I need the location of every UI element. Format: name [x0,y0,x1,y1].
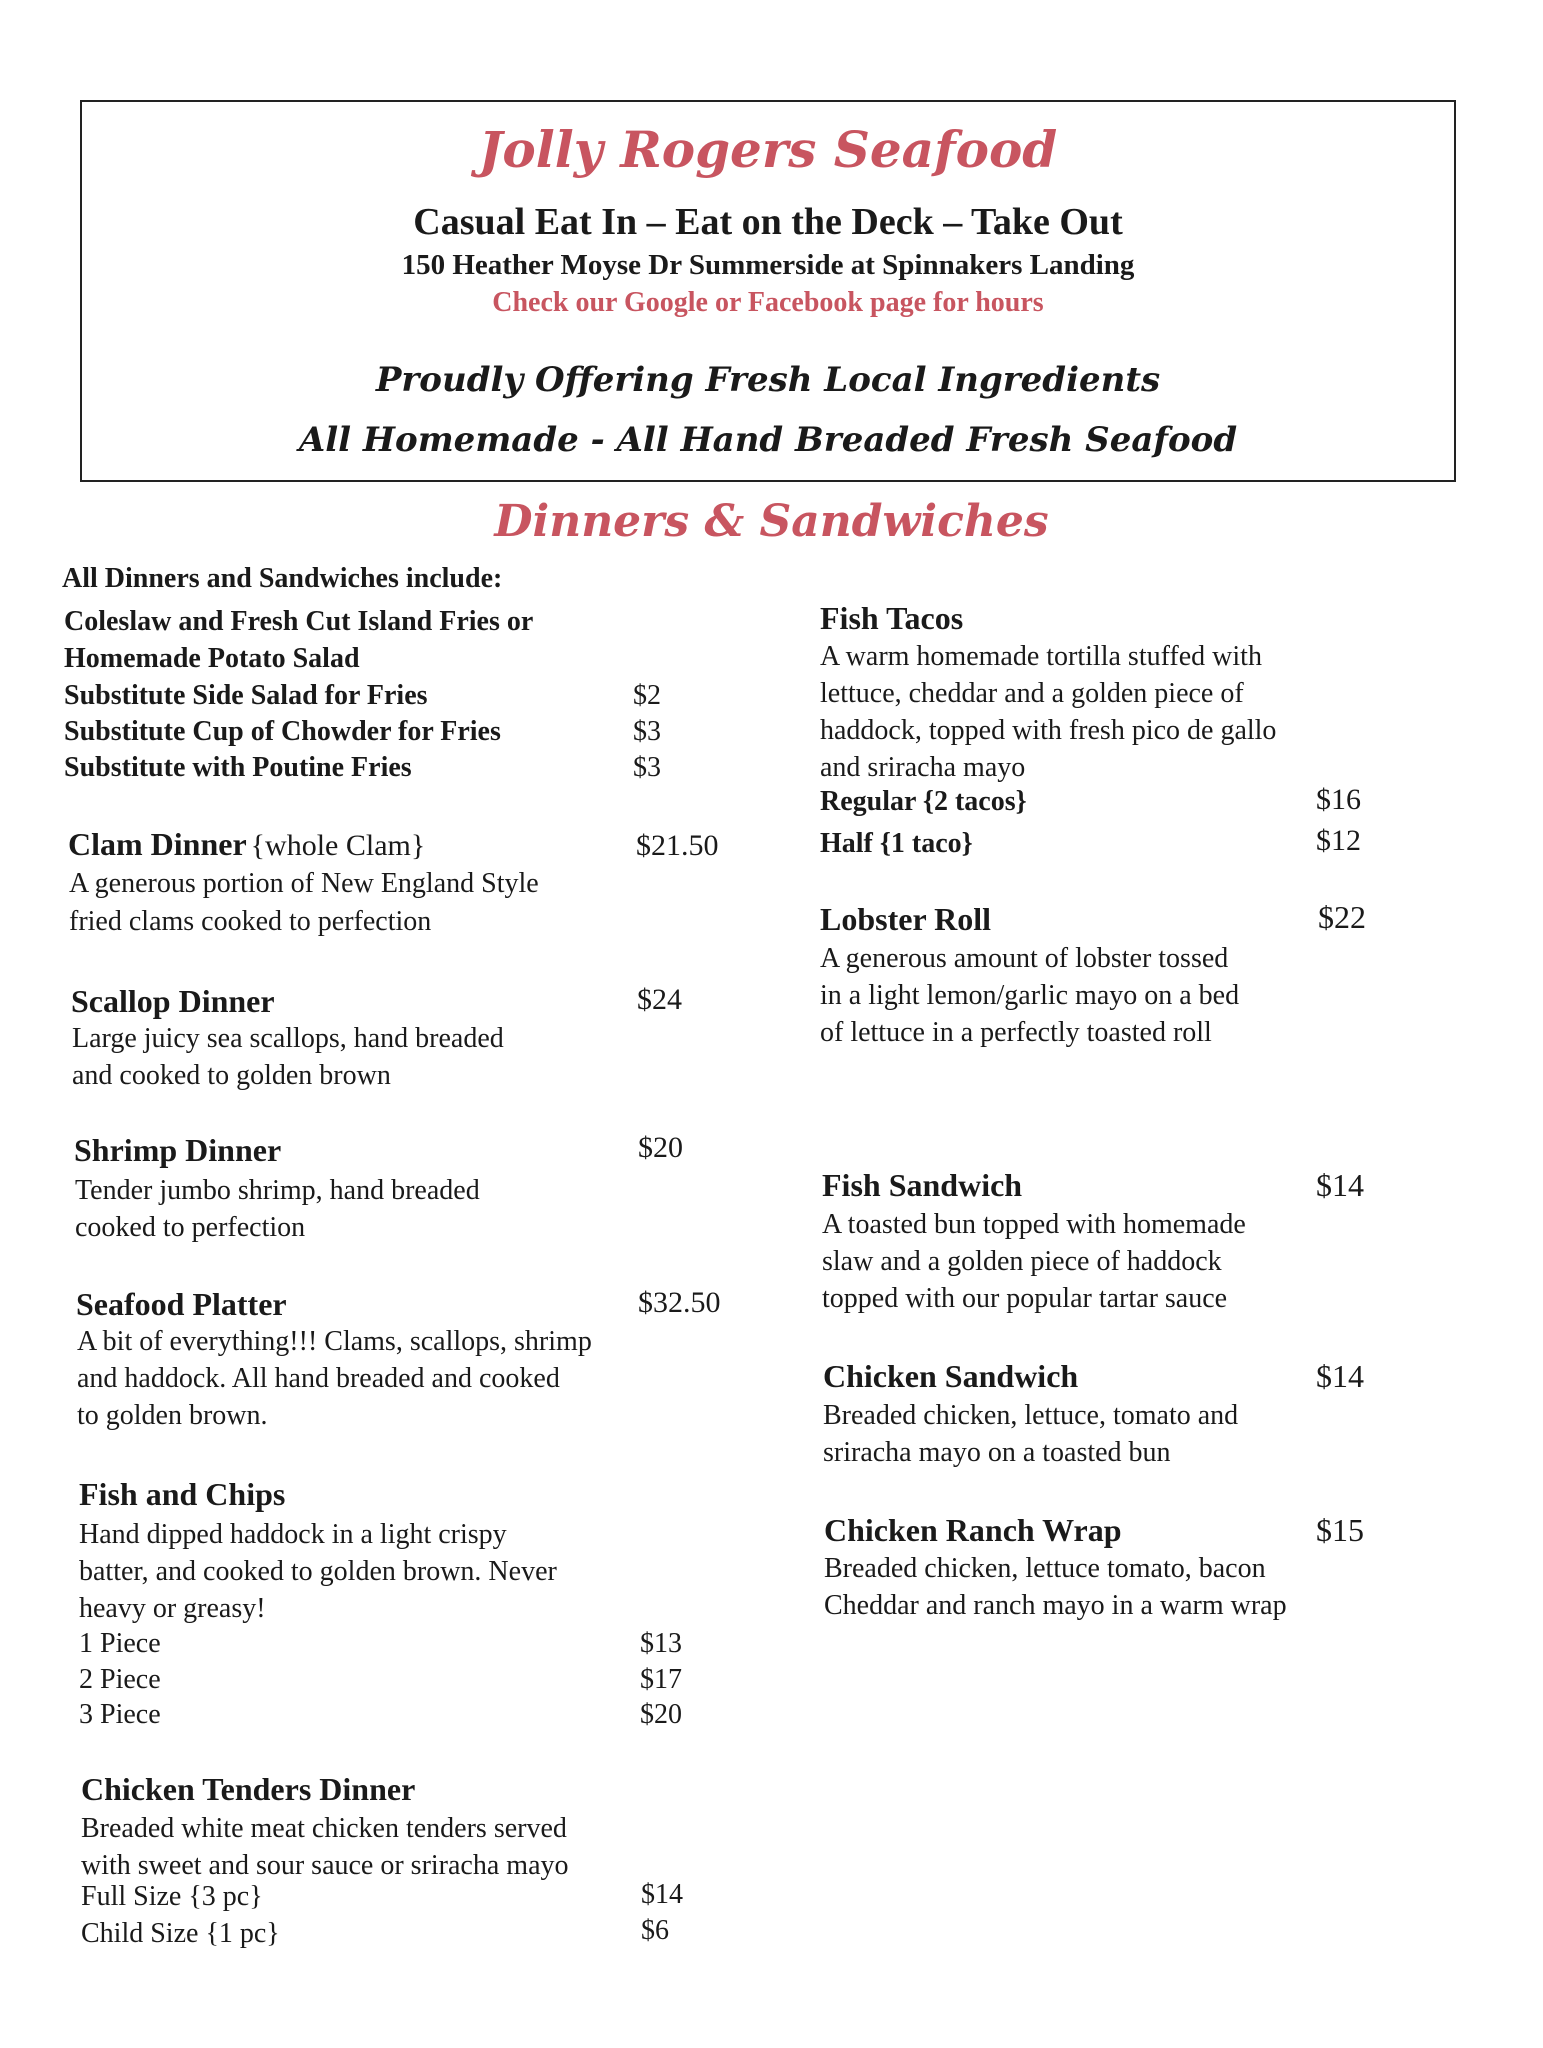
option-label: Full Size {3 pc} [81,1881,263,1912]
description-line: lettuce, cheddar and a golden piece of [820,678,1244,709]
item-description [820,940,1239,1051]
description-line: batter, and cooked to golden brown. Never [79,1556,557,1587]
option-price: $12 [1316,824,1361,857]
substitute-label: Substitute Cup of Chowder for Fries [64,716,501,747]
item-name: Chicken Sandwich [823,1358,1079,1394]
description-line: and cooked to golden brown [72,1060,391,1091]
description-line: sriracha mayo on a toasted bun [823,1437,1171,1468]
item-price: $14 [1316,1358,1364,1394]
item-price: $20 [638,1131,683,1164]
includes-heading: All Dinners and Sandwiches include: [62,563,503,594]
tagline: Casual Eat In – Eat on the Deck – Take Out [413,201,1123,243]
description-line: to golden brown. [77,1400,268,1431]
address: 150 Heather Moyse Dr Summerside at Spinnakers Landing [401,249,1135,281]
item-description [823,1397,1238,1471]
description-line: A warm homemade tortilla stuffed with [820,641,1262,672]
item-name: Clam Dinner [68,826,247,862]
option-price: $17 [640,1664,682,1695]
item-name: Chicken Ranch Wrap [824,1512,1122,1548]
description-line: A generous amount of lobster tossed [820,943,1229,974]
item-description [79,1516,557,1627]
option-label: Child Size {1 pc} [81,1918,280,1949]
option-price: $13 [640,1628,682,1659]
slogan-line-2: All Homemade - All Hand Breaded Fresh Seafood [298,420,1238,460]
slogan-line-1: Proudly Offering Fresh Local Ingredients [375,360,1161,400]
item-description [822,1206,1246,1317]
item-price: $21.50 [636,829,719,862]
item-description [77,1323,592,1434]
substitute-price: $3 [633,752,661,783]
option-label: Half {1 taco} [820,828,973,859]
description-line: fried clams cooked to perfection [69,906,432,937]
description-line: A generous portion of New England Style [69,868,539,899]
item-name: Fish Tacos [820,600,964,636]
description-line: Breaded chicken, lettuce, tomato and [823,1400,1239,1431]
description-line: A toasted bun topped with homemade [822,1209,1246,1240]
description-line: A bit of everything!!! Clams, scallops, shrimp [77,1326,592,1357]
description-line: Breaded chicken, lettuce tomato, bacon [824,1553,1266,1584]
description-line: haddock, topped with fresh pico de gallo [820,715,1277,746]
item-description [69,865,539,940]
substitute-label: Substitute Side Salad for Fries [64,680,428,711]
option-label: 2 Piece [79,1664,161,1695]
option-label: Regular {2 tacos} [820,786,1027,817]
item-name: Fish Sandwich [822,1167,1023,1203]
item-description [820,638,1276,786]
item-description [81,1810,569,1884]
section-title: Dinners & Sandwiches [494,496,1049,547]
menu-item-title [68,826,425,863]
includes-line: Coleslaw and Fresh Cut Island Fries or [64,606,534,637]
description-line: and sriracha mayo [820,752,1026,783]
item-price: $24 [637,983,682,1016]
item-name: Shrimp Dinner [74,1132,282,1168]
substitute-label: Substitute with Poutine Fries [64,752,412,783]
item-description [75,1172,480,1246]
header-box [80,100,1456,482]
item-price: $15 [1316,1512,1364,1548]
option-label: 3 Piece [79,1699,161,1730]
option-price: $6 [641,1915,669,1946]
includes-line: Homemade Potato Salad [64,643,360,674]
description-line: and haddock. All hand breaded and cooked [77,1363,560,1394]
option-price: $16 [1316,783,1361,816]
description-line: Breaded white meat chicken tenders served [81,1813,567,1844]
substitute-price: $3 [633,716,661,747]
option-label: 1 Piece [79,1628,161,1659]
substitute-price: $2 [633,680,661,711]
item-name: Scallop Dinner [71,983,275,1019]
option-price: $20 [640,1699,682,1730]
item-price: $14 [1316,1167,1364,1203]
item-description [72,1020,504,1094]
description-line: slaw and a golden piece of haddock [822,1246,1222,1277]
item-name: Fish and Chips [79,1476,286,1512]
item-description [824,1550,1287,1624]
description-line: Cheddar and ranch mayo in a warm wrap [824,1590,1287,1621]
description-line: Hand dipped haddock in a light crispy [79,1519,507,1550]
description-line: with sweet and sour sauce or sriracha mayo [81,1850,569,1881]
item-note: {whole Clam} [250,829,426,862]
item-name: Lobster Roll [820,901,991,937]
description-line: Large juicy sea scallops, hand breaded [72,1023,504,1054]
description-line: of lettuce in a perfectly toasted roll [820,1017,1212,1048]
item-name: Chicken Tenders Dinner [81,1771,416,1807]
description-line: Tender jumbo shrimp, hand breaded [75,1175,480,1206]
brand-name: Jolly Rogers Seafood [478,120,1058,179]
description-line: topped with our popular tartar sauce [822,1283,1228,1314]
description-line: heavy or greasy! [79,1593,266,1624]
option-price: $14 [641,1879,683,1910]
description-line: in a light lemon/garlic mayo on a bed [820,980,1240,1011]
description-line: cooked to perfection [75,1212,306,1243]
item-name: Seafood Platter [76,1286,287,1322]
item-price: $22 [1318,899,1366,935]
hours-note: Check our Google or Facebook page for hours [492,287,1044,318]
item-price: $32.50 [638,1286,721,1319]
